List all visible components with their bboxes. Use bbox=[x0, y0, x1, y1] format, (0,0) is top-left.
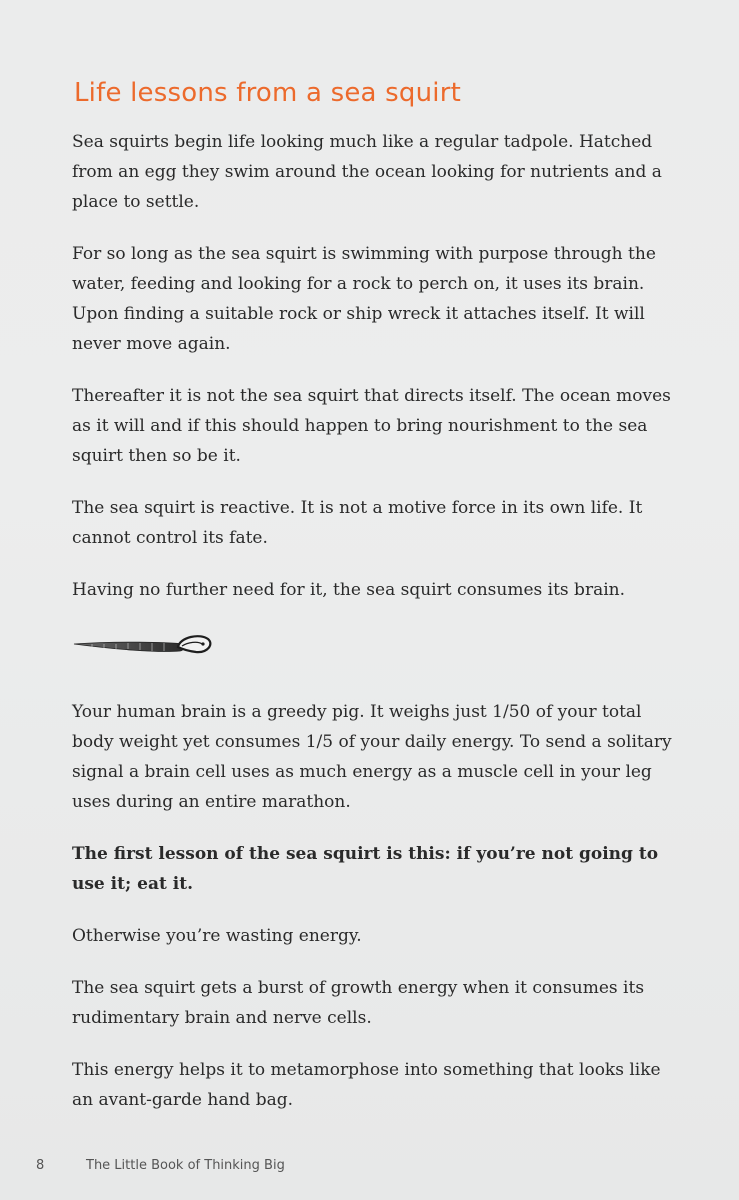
paragraph: Otherwise you’re wasting energy. bbox=[72, 926, 362, 947]
paragraph: The sea squirt gets a burst of growth energy when it consumes its rudimentary brain and nerve cells. bbox=[72, 978, 645, 1029]
paragraph: This energy helps it to metamorphose into something that looks like an avant-garde hand bag. bbox=[72, 1060, 661, 1111]
page-title: Life lessons from a sea squirt bbox=[74, 78, 461, 108]
paragraph: Your human brain is a greedy pig. It weighs just 1/50 of your total body weight yet consumes 1/5 of your daily energy. To send a solitary signal a brain cell uses as much energy as a muscle cell in your leg uses during an entire marathon. bbox=[72, 702, 672, 813]
paragraph: Thereafter it is not the sea squirt that directs itself. The ocean moves as it will and if this should happen to bring nourishment to the sea squirt then so be it. bbox=[72, 386, 671, 467]
running-footer-title: The Little Book of Thinking Big bbox=[86, 1158, 285, 1173]
key-lesson-paragraph: The first lesson of the sea squirt is this: if you’re not going to use it; eat it. bbox=[72, 844, 659, 895]
sea-squirt-tadpole-icon bbox=[72, 627, 676, 677]
paragraph: The sea squirt is reactive. It is not a motive force in its own life. It cannot control its fate. bbox=[72, 498, 643, 549]
paragraph: Sea squirts begin life looking much like a regular tadpole. Hatched from an egg they swim around the ocean looking for nutrients and a place to settle. bbox=[72, 132, 662, 213]
paragraph: For so long as the sea squirt is swimming with purpose through the water, feeding and looking for a rock to perch on, it uses its brain. Upon finding a suitable rock or ship wreck it attaches itself. It will never move again. bbox=[72, 244, 656, 355]
page-content bbox=[72, 78, 676, 1137]
page-number: 8 bbox=[36, 1158, 45, 1173]
paragraph: Having no further need for it, the sea squirt consumes its brain. bbox=[72, 580, 625, 601]
